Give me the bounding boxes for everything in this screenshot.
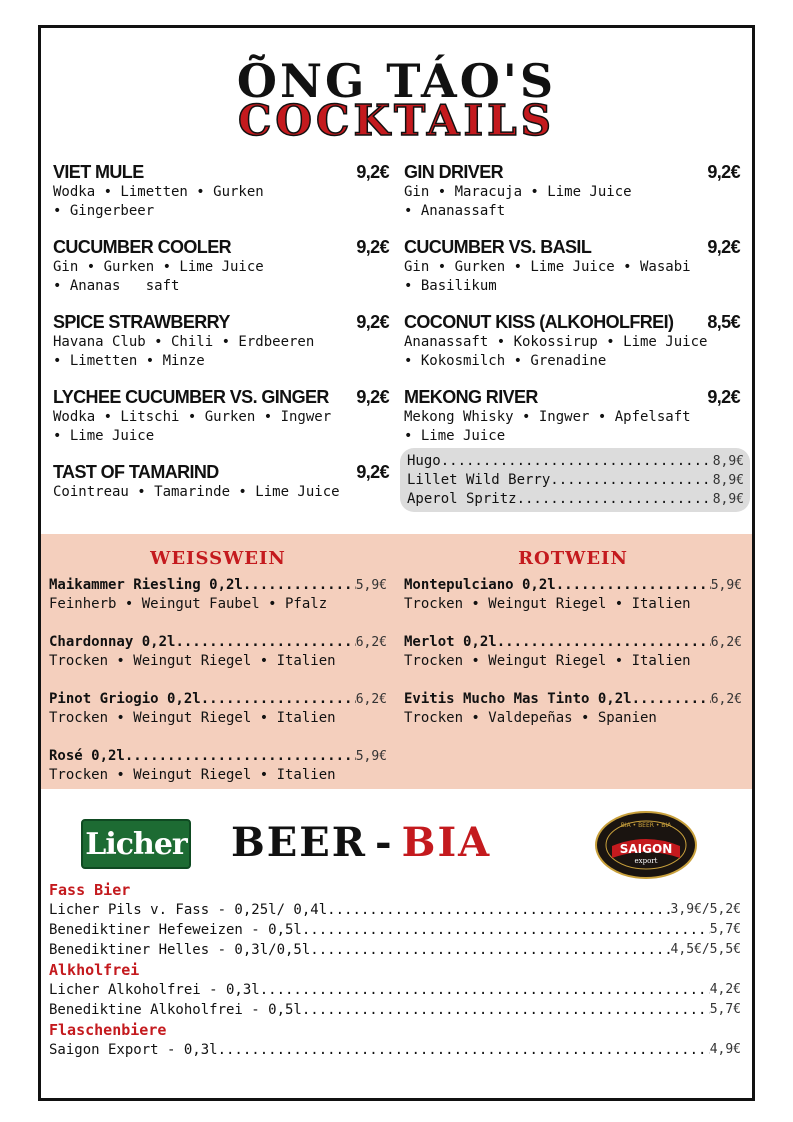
cocktail-name: GIN DRIVER bbox=[404, 162, 504, 182]
cocktail-ingredients: Wodka • Limetten • Gurken • Gingerbeer bbox=[53, 184, 264, 219]
beer-item bbox=[49, 900, 741, 920]
cocktail-item bbox=[53, 161, 389, 236]
white-wine-title: WEISSWEIN bbox=[150, 548, 286, 569]
wine-item bbox=[49, 747, 387, 804]
cocktails-title: COCKTAILS bbox=[238, 96, 555, 145]
wine-name: Chardonnay 0,2l bbox=[49, 634, 176, 650]
cocktail-price: 9,2€ bbox=[356, 237, 389, 257]
cocktail-ingredients: Wodka • Litschi • Gurken • Ingwer • Lime Juice bbox=[53, 409, 332, 444]
cocktail-price: 9,2€ bbox=[707, 237, 740, 257]
cocktail-column-right bbox=[404, 161, 740, 461]
restaurant-title: ÕNG TÁO'S bbox=[236, 54, 557, 108]
beer-item bbox=[49, 920, 741, 940]
beer-price: 5,7€ bbox=[709, 922, 741, 937]
cocktail-name: TAST OF TAMARIND bbox=[53, 462, 219, 482]
saigon-logo-top: BIA • BEER • BIA bbox=[620, 822, 672, 829]
cocktail-name: VIET MULE bbox=[53, 162, 144, 182]
beer-price: 3,9€/5,2€ bbox=[670, 902, 741, 917]
drink-name: Hugo bbox=[407, 453, 441, 469]
wine-description: Trocken • Weingut Riegel • Italien bbox=[49, 710, 336, 726]
beer-category-title: Alkholfrei bbox=[49, 961, 140, 979]
wine-price: 5,9€ bbox=[355, 578, 387, 593]
cocktail-item bbox=[53, 311, 389, 386]
cocktail-name: MEKONG RIVER bbox=[404, 387, 538, 407]
wine-section bbox=[41, 534, 752, 789]
cocktail-ingredients: Ananassaft • Kokossirup • Lime Juice • Kokosmilch • Grenadine bbox=[404, 334, 708, 369]
beer-name: Licher Alkoholfrei - 0,3l bbox=[49, 982, 260, 998]
beer-name: Benediktiner Helles - 0,3l/0,5l bbox=[49, 942, 311, 958]
wine-item bbox=[49, 690, 387, 747]
beer-category-title: Fass Bier bbox=[49, 881, 131, 899]
wine-name: Montepulciano 0,2l bbox=[404, 577, 556, 593]
beer-name: Benediktiner Hefeweizen - 0,5l bbox=[49, 922, 302, 938]
saigon-logo bbox=[594, 810, 698, 880]
cocktail-item bbox=[53, 461, 389, 536]
drink-price: 8,9€ bbox=[712, 454, 744, 469]
cocktail-item bbox=[404, 161, 740, 236]
saigon-logo-name: SAIGON bbox=[619, 842, 673, 856]
cocktail-price: 9,2€ bbox=[356, 462, 389, 482]
spritz-box bbox=[400, 448, 750, 512]
cocktail-price: 9,2€ bbox=[356, 162, 389, 182]
spritz-item bbox=[407, 490, 744, 509]
beer-title-dash: - bbox=[375, 819, 394, 866]
cocktail-column-left bbox=[53, 161, 389, 536]
cocktail-item bbox=[53, 236, 389, 311]
wine-description: Trocken • Weingut Riegel • Italien bbox=[49, 767, 336, 783]
wine-price: 6,2€ bbox=[355, 635, 387, 650]
beer-list bbox=[49, 880, 741, 1060]
wine-price: 5,9€ bbox=[710, 578, 742, 593]
beer-price: 4,5€/5,5€ bbox=[670, 942, 741, 957]
wine-name: Pinot Griogio 0,2l bbox=[49, 691, 201, 707]
cocktail-ingredients: Mekong Whisky • Ingwer • Apfelsaft • Lime Juice bbox=[404, 409, 691, 444]
cocktail-name: CUCUMBER COOLER bbox=[53, 237, 231, 257]
cocktail-ingredients: Gin • Gurken • Lime Juice • Ananas saft bbox=[53, 259, 264, 294]
beer-item bbox=[49, 980, 741, 1000]
cocktail-ingredients: Gin • Maracuja • Lime Juice • Ananassaft bbox=[404, 184, 632, 219]
red-wine-column bbox=[404, 548, 742, 747]
drink-price: 8,9€ bbox=[712, 492, 744, 507]
wine-name: Merlot 0,2l bbox=[404, 634, 497, 650]
cocktail-price: 9,2€ bbox=[356, 312, 389, 332]
wine-description: Trocken • Weingut Riegel • Italien bbox=[49, 653, 336, 669]
wine-item bbox=[49, 576, 387, 633]
cocktail-name: COCONUT KISS (ALKOHOLFREI) bbox=[404, 312, 674, 332]
cocktail-item bbox=[404, 311, 740, 386]
white-wine-column bbox=[49, 548, 387, 804]
beer-name: Licher Pils v. Fass - 0,25l/ 0,4l bbox=[49, 902, 328, 918]
wine-description: Feinherb • Weingut Faubel • Pfalz bbox=[49, 596, 328, 612]
wine-item bbox=[404, 576, 742, 633]
wine-price: 6,2€ bbox=[710, 635, 742, 650]
beer-price: 4,2€ bbox=[709, 982, 741, 997]
beer-name: Saigon Export - 0,3l bbox=[49, 1042, 218, 1058]
beer-title-b: BIA bbox=[401, 819, 492, 866]
cocktail-ingredients: Havana Club • Chili • Erdbeeren • Limetten • Minze bbox=[53, 334, 315, 369]
cocktail-price: 9,2€ bbox=[707, 387, 740, 407]
wine-name: Evitis Mucho Mas Tinto 0,2l bbox=[404, 691, 632, 707]
wine-item bbox=[404, 690, 742, 747]
wine-description: Trocken • Weingut Riegel • Italien bbox=[404, 653, 691, 669]
cocktail-name: CUCUMBER VS. BASIL bbox=[404, 237, 592, 257]
cocktail-ingredients: Cointreau • Tamarinde • Lime Juice bbox=[53, 484, 340, 500]
cocktail-item bbox=[53, 386, 389, 461]
saigon-logo-sub: export bbox=[634, 857, 658, 865]
drink-price: 8,9€ bbox=[712, 473, 744, 488]
beer-item bbox=[49, 940, 741, 960]
licher-logo: Licher bbox=[81, 819, 191, 869]
wine-name: Rosé 0,2l bbox=[49, 748, 125, 764]
red-wine-title: ROTWEIN bbox=[518, 548, 628, 569]
beer-price: 5,7€ bbox=[709, 1002, 741, 1017]
wine-price: 5,9€ bbox=[355, 749, 387, 764]
cocktail-ingredients: Gin • Gurken • Lime Juice • Wasabi • Basilikum bbox=[404, 259, 691, 294]
cocktail-price: 8,5€ bbox=[707, 312, 740, 332]
spritz-item bbox=[407, 471, 744, 490]
cocktail-name: LYCHEE CUCUMBER VS. GINGER bbox=[53, 387, 329, 407]
wine-price: 6,2€ bbox=[355, 692, 387, 707]
menu-page bbox=[38, 25, 755, 1101]
beer-title bbox=[231, 818, 491, 868]
cocktail-price: 9,2€ bbox=[707, 162, 740, 182]
beer-price: 4,9€ bbox=[709, 1042, 741, 1057]
cocktail-item bbox=[404, 236, 740, 311]
drink-name: Aperol Spritz bbox=[407, 491, 517, 507]
beer-name: Benediktine Alkoholfrei - 0,5l bbox=[49, 1002, 302, 1018]
cocktail-price: 9,2€ bbox=[356, 387, 389, 407]
wine-item bbox=[49, 633, 387, 690]
wine-price: 6,2€ bbox=[710, 692, 742, 707]
beer-item bbox=[49, 1000, 741, 1020]
beer-category-title: Flaschenbiere bbox=[49, 1021, 167, 1039]
wine-description: Trocken • Weingut Riegel • Italien bbox=[404, 596, 691, 612]
cocktail-name: SPICE STRAWBERRY bbox=[53, 312, 230, 332]
spritz-item bbox=[407, 452, 744, 471]
wine-item bbox=[404, 633, 742, 690]
wine-description: Trocken • Valdepeñas • Spanien bbox=[404, 710, 657, 726]
drink-name: Lillet Wild Berry bbox=[407, 472, 551, 488]
beer-item bbox=[49, 1040, 741, 1060]
beer-title-a: BEER bbox=[231, 819, 368, 866]
wine-name: Maikammer Riesling 0,2l bbox=[49, 577, 243, 593]
